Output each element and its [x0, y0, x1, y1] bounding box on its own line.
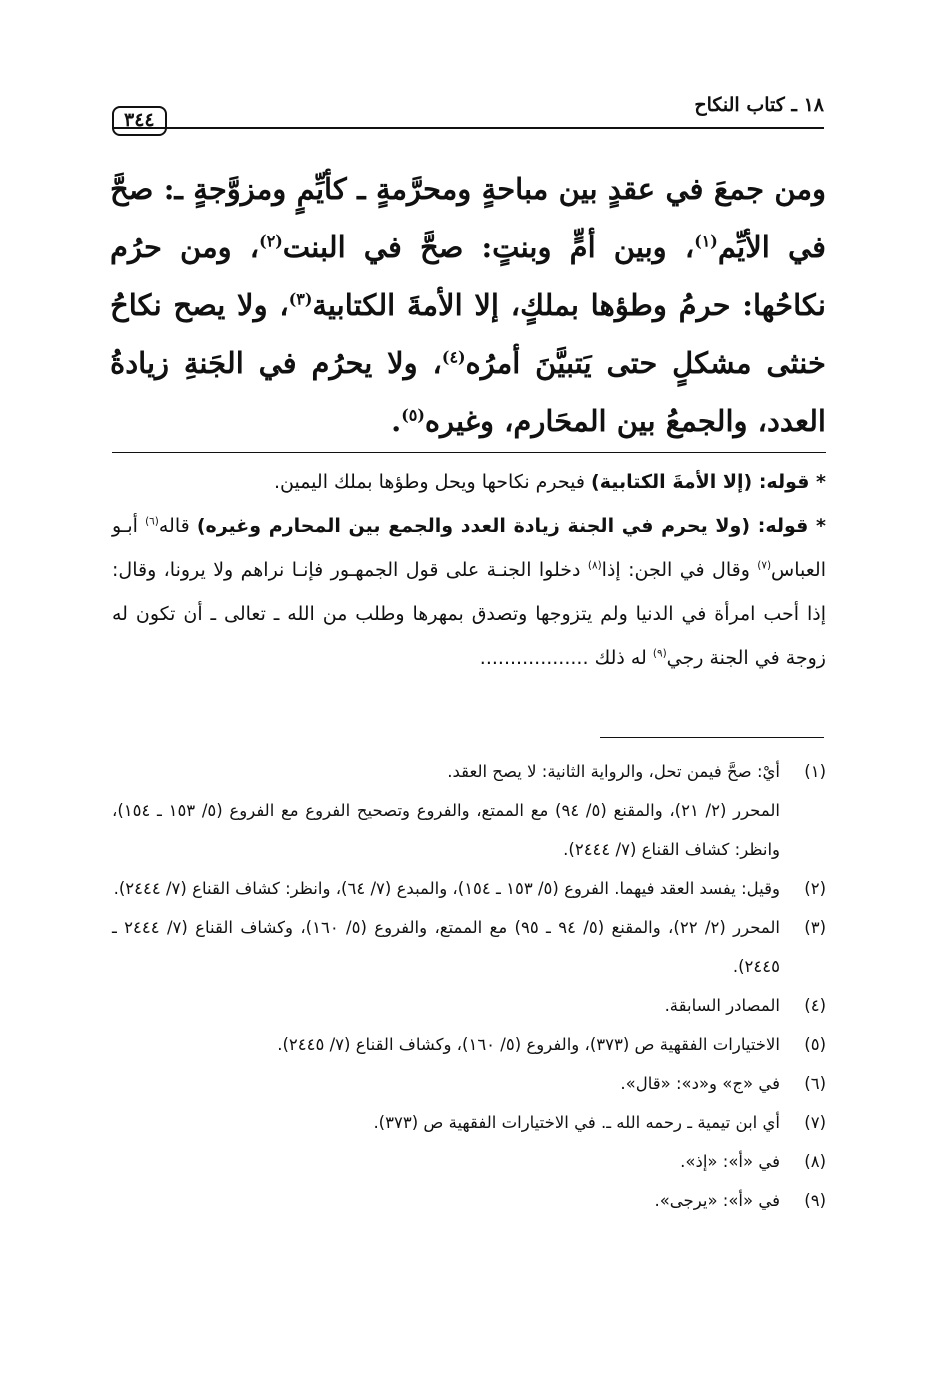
footnote-number: (٨) [804, 1152, 826, 1171]
commentary-text: أبـو العباس [112, 515, 826, 581]
footnote-ref: (٥) [401, 405, 425, 425]
page-header [112, 94, 824, 131]
footnote-item [112, 1103, 826, 1142]
footnote-text: الاختيارات الفقهية ص (٣٧٣)، والفروع (٥/ ١٦٠)، وكشاف القناع (٧/ ٢٤٤٥). [277, 1035, 780, 1054]
footnote-text: المصادر السابقة. [664, 996, 780, 1015]
footnote-ref: (٨) [587, 559, 602, 572]
matn-segment: ، وبين أمٍّ وبنتٍ: صحَّ في البنت [282, 230, 695, 264]
commentary-text: وقال في الجن: إذا [601, 559, 758, 581]
footnote-ref: (١) [694, 231, 718, 251]
commentary-paragraph-2 [112, 504, 826, 680]
footnotes [112, 752, 826, 1220]
footnote-number: (٦) [804, 1074, 826, 1093]
footnote-number: (٩) [804, 1191, 826, 1210]
commentary-text: دخلوا الجنـة على قول الجمهـور فإنـا نراهم ولا يرونا، وقال: إذا أحب امرأة في الدنيا ولم يتزوجها وتصدق بمهرها وطلب من الله ـ تعالى ـ أن تكون له زوجة في الجنة رجي [112, 559, 826, 669]
footnote-item [112, 869, 826, 908]
commentary-text: فيحرم نكاحها ويحل وطؤها بملك اليمين. [273, 471, 592, 493]
footnote-number: (٥) [804, 1035, 826, 1054]
footnote-item [112, 752, 826, 869]
commentary-text: له ذلك [594, 647, 653, 669]
footnote-item [112, 986, 826, 1025]
main-text [110, 160, 826, 450]
footnote-ref: (٤) [441, 347, 466, 367]
commentary [112, 460, 826, 680]
footnote-text: وقيل: يفسد العقد فيهما. الفروع (٥/ ١٥٣ ـ ١٥٤)، والمبدع (٧/ ٦٤)، وانظر: كشاف القناع (٧/ ٢٤٤٤). [113, 879, 780, 898]
footnote-text: أي ابن تيمية ـ رحمه الله ـ. في الاختيارات الفقهية ص (٣٧٣). [373, 1113, 780, 1132]
matn-segment: ، ولا يحرُم في الجَنةِ زيادةُ العدد، والجمعُ بين المحَارم، وغيره [110, 346, 826, 438]
footnote-text: أيْ: صحَّ فيمن تحل، والرواية الثانية: لا يصح العقد. [447, 762, 780, 781]
footnote-text: في «ج» و«د»: «قال». [620, 1074, 780, 1093]
footnote-item [112, 1064, 826, 1103]
footnote-number: (٣) [804, 918, 826, 937]
footnote-item [112, 908, 826, 986]
matn-segment: ومن جمعَ في عقدٍ بين مباحةٍ ومحرَّمةٍ ـ كأيِّمٍ ومزوَّجةٍ ـ: صحَّ في الأيِّم [110, 172, 826, 264]
footnote-number: (٤) [804, 996, 826, 1015]
footnote-number: (٧) [804, 1113, 826, 1132]
footnote-number: (١) [804, 762, 826, 781]
matn-segment: ، ولا يصح نكاحُ خنثى مشكلٍ حتى يَتبيَّنَ أمرُه [110, 288, 826, 380]
footnote-text: المحرر (٢/ ٢٢)، والمقنع (٥/ ٩٤ ـ ٩٥) مع الممتع، والفروع (٥/ ١٦٠)، وكشاف القناع (٧/ ٢٤٤٤ ـ ٢٤٤٥). [112, 918, 780, 976]
commentary-paragraph-1 [112, 460, 826, 504]
commentary-rule [112, 452, 826, 453]
footnote-ref: (٢) [259, 231, 283, 251]
footnote-ref: (٦) [145, 515, 159, 528]
footnote-item [112, 1142, 826, 1181]
header-rule [112, 127, 824, 129]
footnote-text: في «أ»: «إذ». [680, 1152, 780, 1171]
footnote-item [112, 1025, 826, 1064]
matn-segment: ، ومن حرُم نكاحُها: حرمُ وطؤها بملكٍ، إلا الأمةَ الكتابية [110, 230, 826, 322]
footnote-ref: (٩) [652, 647, 667, 660]
footnote-rule [600, 737, 824, 738]
quote-label: * قوله: (إلا الأمةَ الكتابية) [591, 471, 826, 493]
footnote-number: (٢) [804, 879, 826, 898]
commentary-text: قاله [158, 515, 197, 537]
page-number: ٣٤٤ [112, 106, 167, 136]
footnote-ref: (٧) [757, 559, 772, 572]
chapter-title: ١٨ ـ كتاب النكاح [694, 94, 824, 116]
footnote-text: في «أ»: «يرجى». [654, 1191, 780, 1210]
leader-dots: .................. [479, 647, 589, 669]
matn-segment: . [391, 404, 402, 438]
footnote-ref: (٣) [288, 289, 313, 309]
footnote-source: المحرر (٢/ ٢١)، والمقنع (٥/ ٩٤) مع الممتع، والفروع وتصحيح الفروع مع الفروع (٥/ ١٥٣ ـ ١٥٤)، وانظر: كشاف القناع (٧/ ٢٤٤٤). [112, 801, 780, 859]
footnote-item [112, 1181, 826, 1220]
quote-label: * قوله: (ولا يحرم في الجنة زيادة العدد والجمع بين المحارم وغيره) [196, 515, 826, 537]
